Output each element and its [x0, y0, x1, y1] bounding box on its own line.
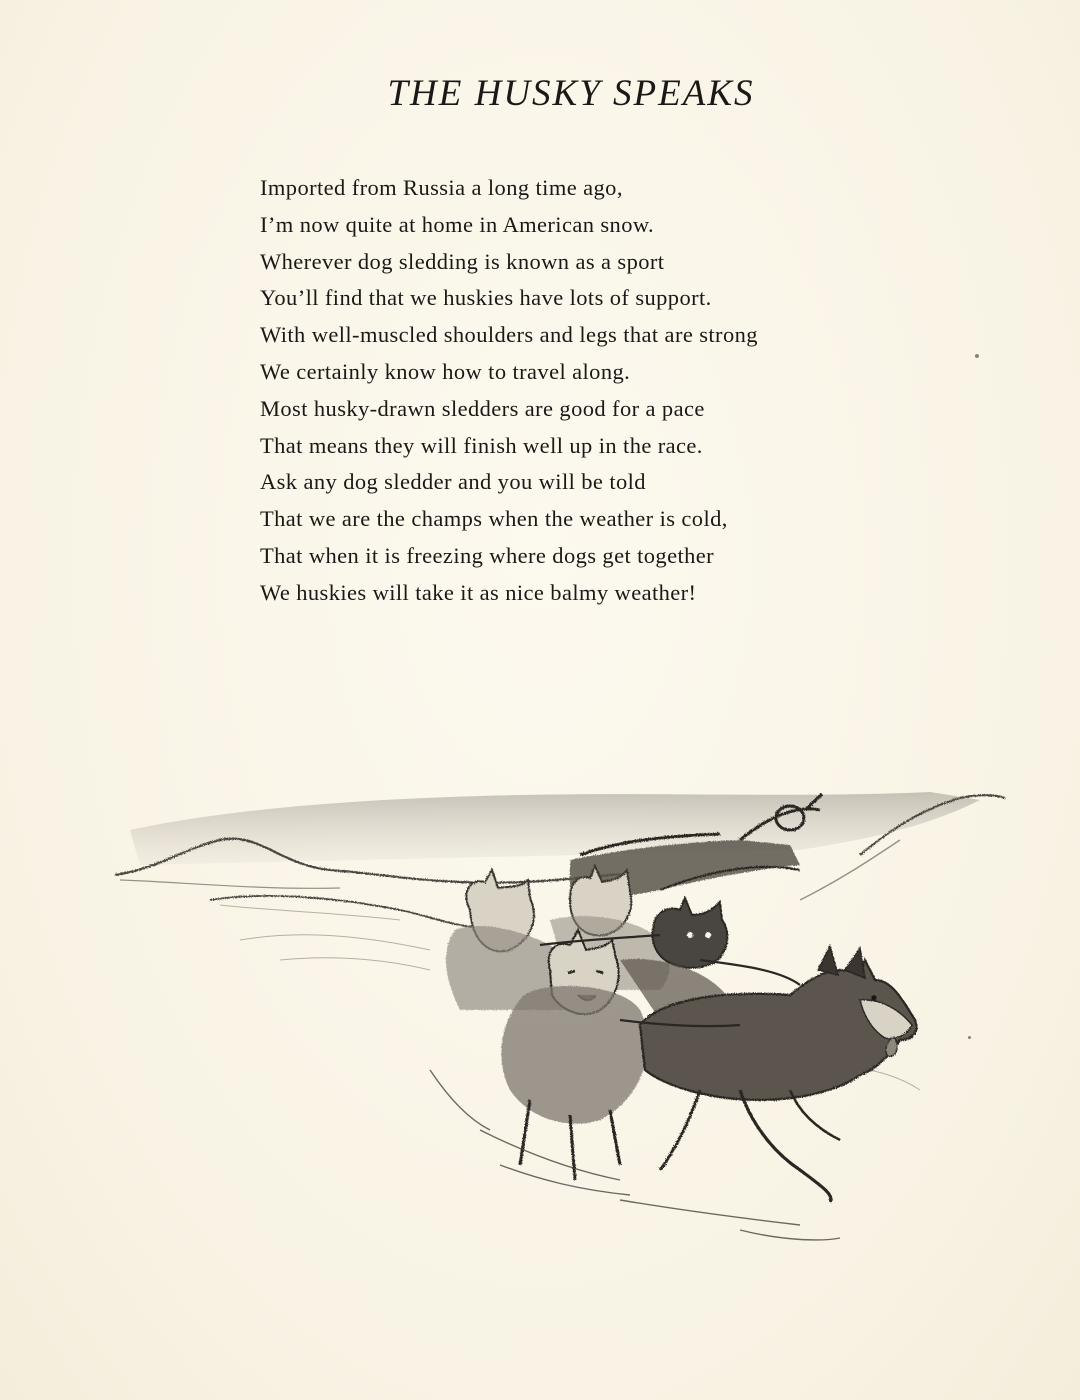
- poem-body: [260, 170, 960, 612]
- poem-title: THE HUSKY SPEAKS: [387, 73, 755, 114]
- poem-line: Ask any dog sledder and you will be told: [260, 469, 646, 495]
- poem-line: That means they will finish well up in the race.: [260, 432, 703, 458]
- poem-line: I’m now quite at home in American snow.: [260, 211, 655, 237]
- poem-line: Most husky-drawn sledders are good for a pace: [260, 395, 705, 421]
- poem-line: We certainly know how to travel along.: [260, 358, 631, 384]
- horizon-sky: [130, 792, 980, 865]
- poem-line: Imported from Russia a long time ago,: [260, 175, 623, 200]
- poem-line: You’ll find that we huskies have lots of support.: [260, 285, 712, 311]
- paper-speck: [975, 354, 979, 358]
- poem-line: That we are the champs when the weather is cold,: [260, 506, 728, 532]
- poem-line: We huskies will take it as nice balmy weather!: [260, 579, 697, 605]
- poem-line: With well-muscled shoulders and legs that are strong: [260, 322, 758, 348]
- poem-line: That when it is freezing where dogs get together: [260, 542, 715, 568]
- poem-line: Wherever dog sledding is known as a sport: [260, 248, 665, 274]
- husky-sled-illustration: [100, 770, 1020, 1260]
